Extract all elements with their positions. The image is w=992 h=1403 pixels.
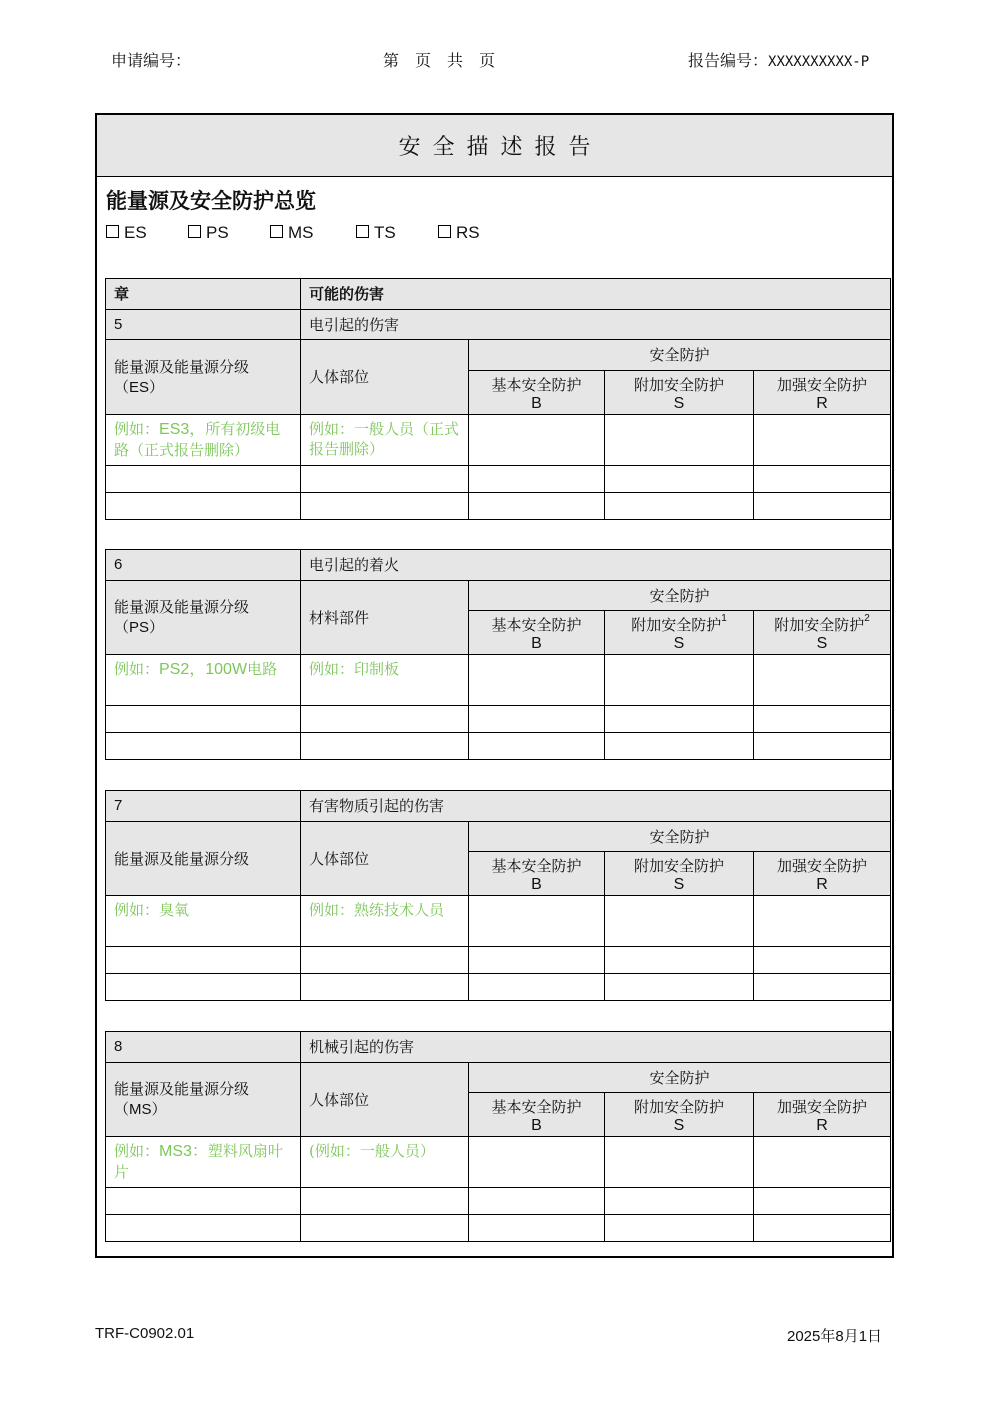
example-body-part[interactable]: 例如：一般人员（正式报告删除）: [301, 415, 469, 466]
supplementary-safeguard-label: 附加安全防护: [633, 1097, 724, 1116]
checkbox-es[interactable]: [106, 223, 147, 243]
supplementary-safeguard-label: 附加安全防护: [633, 856, 724, 875]
checkbox-icon[interactable]: [356, 225, 369, 238]
reinforced-safeguard-cell[interactable]: [754, 896, 891, 947]
energy-source-code: （PS）: [114, 619, 165, 636]
checkbox-label: TS: [374, 223, 396, 242]
empty-cell[interactable]: [754, 466, 891, 493]
empty-cell[interactable]: [301, 733, 469, 760]
example-code: PS2，100W: [159, 661, 248, 678]
energy-source-code: （MS）: [114, 1101, 167, 1118]
supplementary-safeguard-letter: S: [816, 634, 828, 652]
basic-safeguard-label: 基本安全防护: [491, 375, 582, 394]
supplementary-safeguard-label: 附加安全防护: [631, 615, 722, 634]
empty-cell[interactable]: [605, 974, 754, 1001]
section-7-table: [105, 790, 891, 1001]
example-code: ES3，: [159, 421, 206, 438]
empty-cell[interactable]: [106, 947, 301, 974]
supplementary-safeguard-label: 附加安全防护: [774, 615, 865, 634]
chapter-number: 5: [106, 310, 301, 340]
checkbox-label: ES: [124, 223, 147, 242]
section-5-table: [105, 278, 891, 520]
example-prefix: 例如：: [114, 420, 160, 438]
report-number-value: XXXXXXXXXX-P: [768, 54, 870, 70]
example-energy-source[interactable]: [106, 1137, 301, 1188]
example-energy-source[interactable]: [106, 415, 301, 466]
supplementary-safeguard-1-header: [605, 611, 754, 655]
basic-safeguard-label: 基本安全防护: [491, 1097, 582, 1116]
reinforced-safeguard-header: [754, 371, 891, 415]
example-energy-source[interactable]: [106, 655, 301, 706]
report-number: [688, 48, 869, 71]
empty-cell[interactable]: [301, 1215, 469, 1242]
checkbox-label: RS: [456, 223, 480, 242]
empty-cell[interactable]: [301, 706, 469, 733]
empty-cell[interactable]: [106, 1188, 301, 1215]
body-part-label: 人体部位: [301, 340, 469, 415]
empty-cell[interactable]: [301, 1188, 469, 1215]
body-part-label: 人体部位: [301, 1063, 469, 1137]
chapter-number: 7: [106, 791, 301, 822]
empty-cell[interactable]: [605, 466, 754, 493]
empty-cell[interactable]: [301, 974, 469, 1001]
basic-safeguard-letter: B: [531, 875, 542, 893]
empty-cell[interactable]: [754, 947, 891, 974]
empty-cell[interactable]: [106, 466, 301, 493]
basic-safeguard-label: 基本安全防护: [491, 856, 582, 875]
hazard-title: 电引起的着火: [301, 550, 891, 581]
reinforced-safeguard-header: [754, 852, 891, 896]
reinforced-safeguard-letter: R: [816, 875, 828, 893]
hazard-title: 有害物质引起的伤害: [301, 791, 891, 822]
example-body-part[interactable]: 例如：熟练技术人员: [301, 896, 469, 947]
reinforced-safeguard-label: 加强安全防护: [777, 375, 868, 394]
supplementary-safeguard-cell[interactable]: [605, 415, 754, 466]
safeguard-group-header: 安全防护: [469, 1063, 891, 1093]
energy-source-label: [106, 340, 301, 415]
page-counter: [383, 48, 511, 71]
basic-safeguard-cell[interactable]: [469, 655, 605, 706]
checkbox-label: MS: [288, 223, 314, 242]
empty-cell[interactable]: [301, 947, 469, 974]
empty-cell[interactable]: [469, 466, 605, 493]
section-8-table: [105, 1031, 891, 1242]
report-frame: [95, 113, 894, 1258]
empty-cell[interactable]: [469, 1188, 605, 1215]
supplementary-safeguard-2-header: [754, 611, 891, 655]
reinforced-safeguard-letter: R: [816, 1116, 828, 1134]
safeguard-group-header: 安全防护: [469, 822, 891, 852]
basic-safeguard-letter: B: [531, 634, 542, 652]
supplementary-safeguard-letter: S: [673, 875, 685, 893]
chapter-number: 6: [106, 550, 301, 581]
footnote-2-marker: 2: [864, 612, 870, 624]
energy-source-label: [106, 581, 301, 655]
reinforced-safeguard-header: [754, 1093, 891, 1137]
basic-safeguard-header: [469, 371, 605, 415]
supplementary-safeguard-letter: S: [673, 394, 685, 412]
checkbox-icon[interactable]: [270, 225, 283, 238]
checkbox-icon[interactable]: [188, 225, 201, 238]
hazard-title: 机械引起的伤害: [301, 1032, 891, 1063]
basic-safeguard-cell[interactable]: [469, 1137, 605, 1188]
energy-source-label: [106, 1063, 301, 1137]
basic-safeguard-letter: B: [531, 1116, 542, 1134]
energy-source-text: 能量源及能量源分级: [114, 1080, 250, 1098]
supplementary-safeguard-letter: S: [673, 634, 685, 652]
example-prefix: 例如：: [114, 1142, 160, 1160]
empty-cell[interactable]: [469, 493, 605, 520]
chapter-number: 8: [106, 1032, 301, 1063]
reinforced-safeguard-label: 加强安全防护: [777, 856, 868, 875]
supplementary-safeguard-header: [605, 1093, 754, 1137]
empty-cell[interactable]: [106, 706, 301, 733]
example-desc: 电路: [247, 660, 278, 678]
checkbox-icon[interactable]: [438, 225, 451, 238]
reinforced-safeguard-cell[interactable]: [754, 415, 891, 466]
basic-safeguard-label: 基本安全防护: [491, 615, 582, 634]
checkbox-label: PS: [206, 223, 229, 242]
empty-cell[interactable]: [754, 1188, 891, 1215]
reinforced-safeguard-letter: R: [816, 394, 828, 412]
reinforced-safeguard-cell[interactable]: [754, 1137, 891, 1188]
empty-cell[interactable]: [605, 706, 754, 733]
empty-cell[interactable]: [106, 1215, 301, 1242]
page-di: 第: [383, 53, 400, 70]
empty-cell[interactable]: [469, 733, 605, 760]
overview-title: 能量源及安全防护总览: [106, 188, 316, 213]
empty-cell[interactable]: [469, 1215, 605, 1242]
basic-safeguard-cell[interactable]: [469, 415, 605, 466]
energy-source-label: 能量源及能量源分级: [106, 822, 301, 896]
safeguard-group-header: 安全防护: [469, 581, 891, 611]
section-6-table: [105, 549, 891, 760]
empty-cell[interactable]: [754, 733, 891, 760]
example-energy-source[interactable]: 例如：臭氧: [106, 896, 301, 947]
basic-safeguard-header: [469, 1093, 605, 1137]
supplementary-safeguard-cell[interactable]: [605, 896, 754, 947]
empty-cell[interactable]: [301, 493, 469, 520]
checkbox-rs[interactable]: [438, 223, 480, 243]
page-ye-total: 页: [479, 53, 496, 70]
report-number-label: 报告编号：: [688, 53, 769, 70]
empty-cell[interactable]: [605, 733, 754, 760]
basic-safeguard-header: [469, 852, 605, 896]
energy-source-text: 能量源及能量源分级: [114, 357, 250, 376]
hazard-title: 电引起的伤害: [301, 310, 891, 340]
empty-cell[interactable]: [106, 493, 301, 520]
application-number-label: 申请编号：: [111, 53, 192, 70]
supplementary-safeguard-cell[interactable]: [605, 655, 754, 706]
empty-cell[interactable]: [754, 1215, 891, 1242]
empty-cell[interactable]: [106, 733, 301, 760]
empty-cell[interactable]: [754, 706, 891, 733]
page-ye: 页: [415, 53, 432, 70]
empty-cell[interactable]: [754, 974, 891, 1001]
hazard-header: 可能的伤害: [301, 279, 891, 310]
supplementary-safeguard-letter: S: [673, 1116, 685, 1134]
supplementary-safeguard-cell[interactable]: [754, 655, 891, 706]
empty-cell[interactable]: [605, 1215, 754, 1242]
supplementary-safeguard-header: [605, 371, 754, 415]
report-title: 安全描述报告: [97, 115, 892, 177]
issue-date: 2025年8月1日: [787, 1328, 883, 1345]
energy-source-code: （ES）: [114, 378, 165, 396]
example-material-part[interactable]: 例如：印制板: [301, 655, 469, 706]
basic-safeguard-header: [469, 611, 605, 655]
empty-cell[interactable]: [605, 1188, 754, 1215]
example-body-part[interactable]: (例如：一般人员）: [301, 1137, 469, 1188]
form-code: TRF-C0902.01: [95, 1325, 195, 1342]
empty-cell[interactable]: [469, 706, 605, 733]
example-prefix: 例如：: [114, 660, 160, 678]
energy-source-text: 能量源及能量源分级: [114, 598, 250, 616]
footnote-1-marker: 1: [721, 612, 727, 624]
safeguard-group-header: 安全防护: [469, 340, 891, 371]
empty-cell[interactable]: [301, 466, 469, 493]
basic-safeguard-cell[interactable]: [469, 896, 605, 947]
empty-cell[interactable]: [469, 947, 605, 974]
example-desc: 塑料风扇叶片: [114, 1142, 283, 1181]
supplementary-safeguard-cell[interactable]: [605, 1137, 754, 1188]
checkbox-ts[interactable]: [356, 223, 396, 243]
empty-cell[interactable]: [469, 974, 605, 1001]
body-part-label: 人体部位: [301, 822, 469, 896]
empty-cell[interactable]: [605, 947, 754, 974]
material-part-label: 材料部件: [301, 581, 469, 655]
reinforced-safeguard-label: 加强安全防护: [777, 1097, 868, 1116]
chapter-header: 章: [106, 279, 301, 310]
checkbox-ps[interactable]: [188, 223, 229, 243]
supplementary-safeguard-header: [605, 852, 754, 896]
supplementary-safeguard-label: 附加安全防护: [633, 375, 724, 394]
checkbox-icon[interactable]: [106, 225, 119, 238]
example-desc: 所有初级电路（正式报告删除）: [114, 420, 281, 459]
page-gong: 共: [447, 53, 464, 70]
empty-cell[interactable]: [754, 493, 891, 520]
basic-safeguard-letter: B: [531, 394, 542, 412]
empty-cell[interactable]: [106, 974, 301, 1001]
checkbox-ms[interactable]: [270, 223, 314, 243]
example-code: MS3：: [159, 1143, 208, 1160]
empty-cell[interactable]: [605, 493, 754, 520]
